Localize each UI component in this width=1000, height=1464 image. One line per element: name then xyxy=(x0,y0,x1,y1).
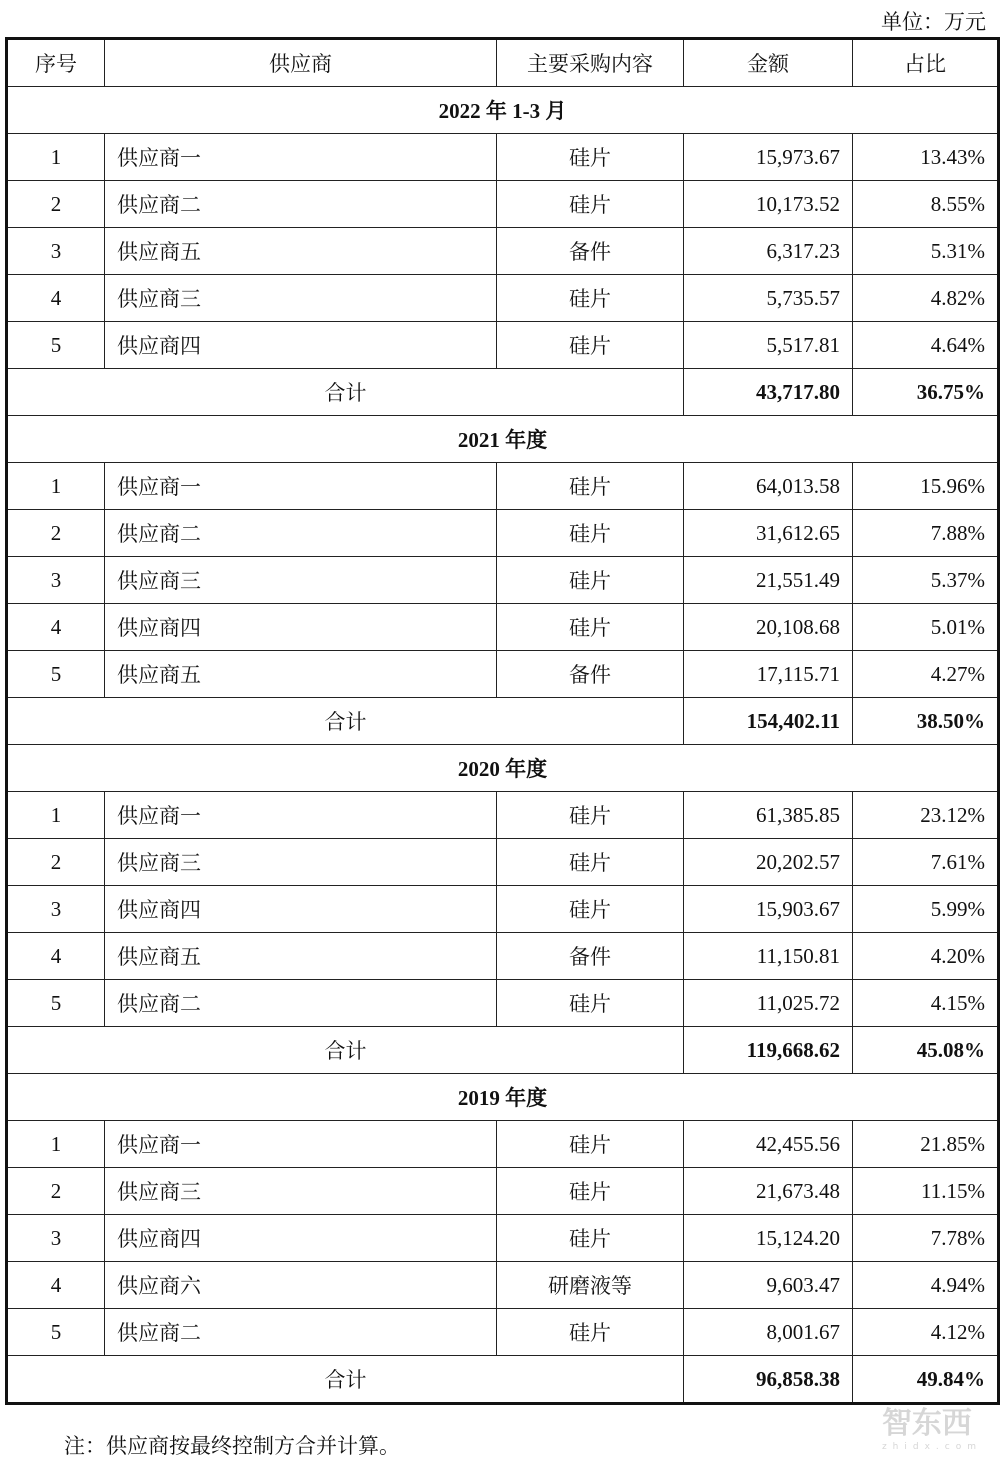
purchase-content: 硅片 xyxy=(497,980,684,1027)
amount: 42,455.56 xyxy=(684,1121,853,1168)
section-title: 2020 年度 xyxy=(7,745,999,792)
ratio: 15.96% xyxy=(853,463,999,510)
purchase-content: 硅片 xyxy=(497,792,684,839)
table-row xyxy=(7,1121,999,1168)
row-index: 4 xyxy=(7,1262,105,1309)
supplier-name: 供应商一 xyxy=(105,463,497,510)
section-title: 2022 年 1-3 月 xyxy=(7,87,999,134)
supplier-name: 供应商二 xyxy=(105,181,497,228)
total-row xyxy=(7,1027,999,1074)
table-row xyxy=(7,557,999,604)
supplier-name: 供应商一 xyxy=(105,792,497,839)
amount: 6,317.23 xyxy=(684,228,853,275)
supplier-name: 供应商三 xyxy=(105,839,497,886)
supplier-name: 供应商六 xyxy=(105,1262,497,1309)
table-row xyxy=(7,792,999,839)
table-row xyxy=(7,275,999,322)
total-amount: 154,402.11 xyxy=(684,698,853,745)
total-amount: 43,717.80 xyxy=(684,369,853,416)
row-index: 2 xyxy=(7,839,105,886)
section-header-row xyxy=(7,87,999,134)
row-index: 5 xyxy=(7,1309,105,1356)
purchase-content: 硅片 xyxy=(497,322,684,369)
total-ratio: 36.75% xyxy=(853,369,999,416)
purchase-content: 硅片 xyxy=(497,1168,684,1215)
table-row xyxy=(7,181,999,228)
purchase-content: 备件 xyxy=(497,933,684,980)
ratio: 5.99% xyxy=(853,886,999,933)
table-row xyxy=(7,604,999,651)
total-label: 合计 xyxy=(7,1027,684,1074)
row-index: 4 xyxy=(7,275,105,322)
row-index: 2 xyxy=(7,1168,105,1215)
supplier-name: 供应商三 xyxy=(105,275,497,322)
amount: 20,202.57 xyxy=(684,839,853,886)
row-index: 3 xyxy=(7,228,105,275)
purchase-content: 硅片 xyxy=(497,604,684,651)
table-row xyxy=(7,1262,999,1309)
supplier-table xyxy=(5,37,1000,1405)
amount: 5,735.57 xyxy=(684,275,853,322)
amount: 8,001.67 xyxy=(684,1309,853,1356)
section-header-row xyxy=(7,745,999,792)
purchase-content: 硅片 xyxy=(497,463,684,510)
purchase-content: 备件 xyxy=(497,651,684,698)
ratio: 4.82% xyxy=(853,275,999,322)
total-amount: 96,858.38 xyxy=(684,1356,853,1404)
total-amount: 119,668.62 xyxy=(684,1027,853,1074)
purchase-content: 硅片 xyxy=(497,510,684,557)
table-row xyxy=(7,134,999,181)
purchase-content: 硅片 xyxy=(497,839,684,886)
purchase-content: 研磨液等 xyxy=(497,1262,684,1309)
row-index: 5 xyxy=(7,980,105,1027)
row-index: 3 xyxy=(7,886,105,933)
supplier-name: 供应商五 xyxy=(105,228,497,275)
supplier-name: 供应商二 xyxy=(105,1309,497,1356)
ratio: 4.15% xyxy=(853,980,999,1027)
row-index: 4 xyxy=(7,933,105,980)
ratio: 5.01% xyxy=(853,604,999,651)
table-row xyxy=(7,886,999,933)
watermark-sub: zhidx.com xyxy=(881,1442,982,1452)
purchase-content: 硅片 xyxy=(497,1215,684,1262)
supplier-name: 供应商四 xyxy=(105,604,497,651)
ratio: 7.88% xyxy=(853,510,999,557)
ratio: 4.64% xyxy=(853,322,999,369)
total-ratio: 49.84% xyxy=(853,1356,999,1404)
ratio: 4.27% xyxy=(853,651,999,698)
supplier-name: 供应商三 xyxy=(105,557,497,604)
footnote: 注：供应商按最终控制方合并计算。 xyxy=(64,1434,400,1458)
supplier-name: 供应商二 xyxy=(105,980,497,1027)
table-row xyxy=(7,839,999,886)
row-index: 3 xyxy=(7,1215,105,1262)
header-row xyxy=(7,39,999,87)
header-ratio: 占比 xyxy=(853,39,999,87)
amount: 10,173.52 xyxy=(684,181,853,228)
total-label: 合计 xyxy=(7,1356,684,1404)
amount: 15,124.20 xyxy=(684,1215,853,1262)
amount: 64,013.58 xyxy=(684,463,853,510)
ratio: 4.94% xyxy=(853,1262,999,1309)
total-row xyxy=(7,1356,999,1404)
header-amount: 金额 xyxy=(684,39,853,87)
supplier-name: 供应商三 xyxy=(105,1168,497,1215)
table-row xyxy=(7,1215,999,1262)
amount: 11,025.72 xyxy=(684,980,853,1027)
purchase-content: 硅片 xyxy=(497,886,684,933)
supplier-name: 供应商一 xyxy=(105,1121,497,1168)
amount: 5,517.81 xyxy=(684,322,853,369)
table-row xyxy=(7,1168,999,1215)
row-index: 4 xyxy=(7,604,105,651)
unit-label: 单位：万元 xyxy=(881,10,986,34)
section-header-row xyxy=(7,1074,999,1121)
supplier-name: 供应商四 xyxy=(105,886,497,933)
section-title: 2021 年度 xyxy=(7,416,999,463)
amount: 15,903.67 xyxy=(684,886,853,933)
supplier-name: 供应商五 xyxy=(105,651,497,698)
purchase-content: 硅片 xyxy=(497,181,684,228)
total-label: 合计 xyxy=(7,698,684,745)
purchase-content: 硅片 xyxy=(497,134,684,181)
row-index: 5 xyxy=(7,322,105,369)
total-row xyxy=(7,698,999,745)
header-supplier: 供应商 xyxy=(105,39,497,87)
section-header-row xyxy=(7,416,999,463)
watermark-text: 智东西 xyxy=(881,1406,972,1441)
row-index: 1 xyxy=(7,463,105,510)
row-index: 1 xyxy=(7,792,105,839)
ratio: 23.12% xyxy=(853,792,999,839)
section-title: 2019 年度 xyxy=(7,1074,999,1121)
amount: 61,385.85 xyxy=(684,792,853,839)
supplier-name: 供应商五 xyxy=(105,933,497,980)
ratio: 21.85% xyxy=(853,1121,999,1168)
supplier-name: 供应商一 xyxy=(105,134,497,181)
table-row xyxy=(7,228,999,275)
supplier-name: 供应商二 xyxy=(105,510,497,557)
header-index: 序号 xyxy=(7,39,105,87)
table-row xyxy=(7,463,999,510)
amount: 20,108.68 xyxy=(684,604,853,651)
table-row xyxy=(7,510,999,557)
row-index: 3 xyxy=(7,557,105,604)
purchase-content: 硅片 xyxy=(497,275,684,322)
purchase-content: 硅片 xyxy=(497,557,684,604)
row-index: 1 xyxy=(7,1121,105,1168)
amount: 21,673.48 xyxy=(684,1168,853,1215)
row-index: 1 xyxy=(7,134,105,181)
ratio: 4.12% xyxy=(853,1309,999,1356)
purchase-content: 备件 xyxy=(497,228,684,275)
total-ratio: 45.08% xyxy=(853,1027,999,1074)
supplier-name: 供应商四 xyxy=(105,322,497,369)
table-row xyxy=(7,933,999,980)
total-row xyxy=(7,369,999,416)
table-row xyxy=(7,322,999,369)
ratio: 5.31% xyxy=(853,228,999,275)
row-index: 5 xyxy=(7,651,105,698)
ratio: 4.20% xyxy=(853,933,999,980)
amount: 17,115.71 xyxy=(684,651,853,698)
ratio: 13.43% xyxy=(853,134,999,181)
table-row xyxy=(7,980,999,1027)
ratio: 8.55% xyxy=(853,181,999,228)
purchase-content: 硅片 xyxy=(497,1121,684,1168)
watermark-logo xyxy=(882,1398,982,1452)
row-index: 2 xyxy=(7,181,105,228)
ratio: 11.15% xyxy=(853,1168,999,1215)
amount: 11,150.81 xyxy=(684,933,853,980)
amount: 31,612.65 xyxy=(684,510,853,557)
row-index: 2 xyxy=(7,510,105,557)
amount: 9,603.47 xyxy=(684,1262,853,1309)
table-row xyxy=(7,651,999,698)
table-row xyxy=(7,1309,999,1356)
supplier-name: 供应商四 xyxy=(105,1215,497,1262)
total-label: 合计 xyxy=(7,369,684,416)
amount: 21,551.49 xyxy=(684,557,853,604)
header-content: 主要采购内容 xyxy=(497,39,684,87)
purchase-content: 硅片 xyxy=(497,1309,684,1356)
total-ratio: 38.50% xyxy=(853,698,999,745)
ratio: 7.78% xyxy=(853,1215,999,1262)
ratio: 7.61% xyxy=(853,839,999,886)
ratio: 5.37% xyxy=(853,557,999,604)
amount: 15,973.67 xyxy=(684,134,853,181)
